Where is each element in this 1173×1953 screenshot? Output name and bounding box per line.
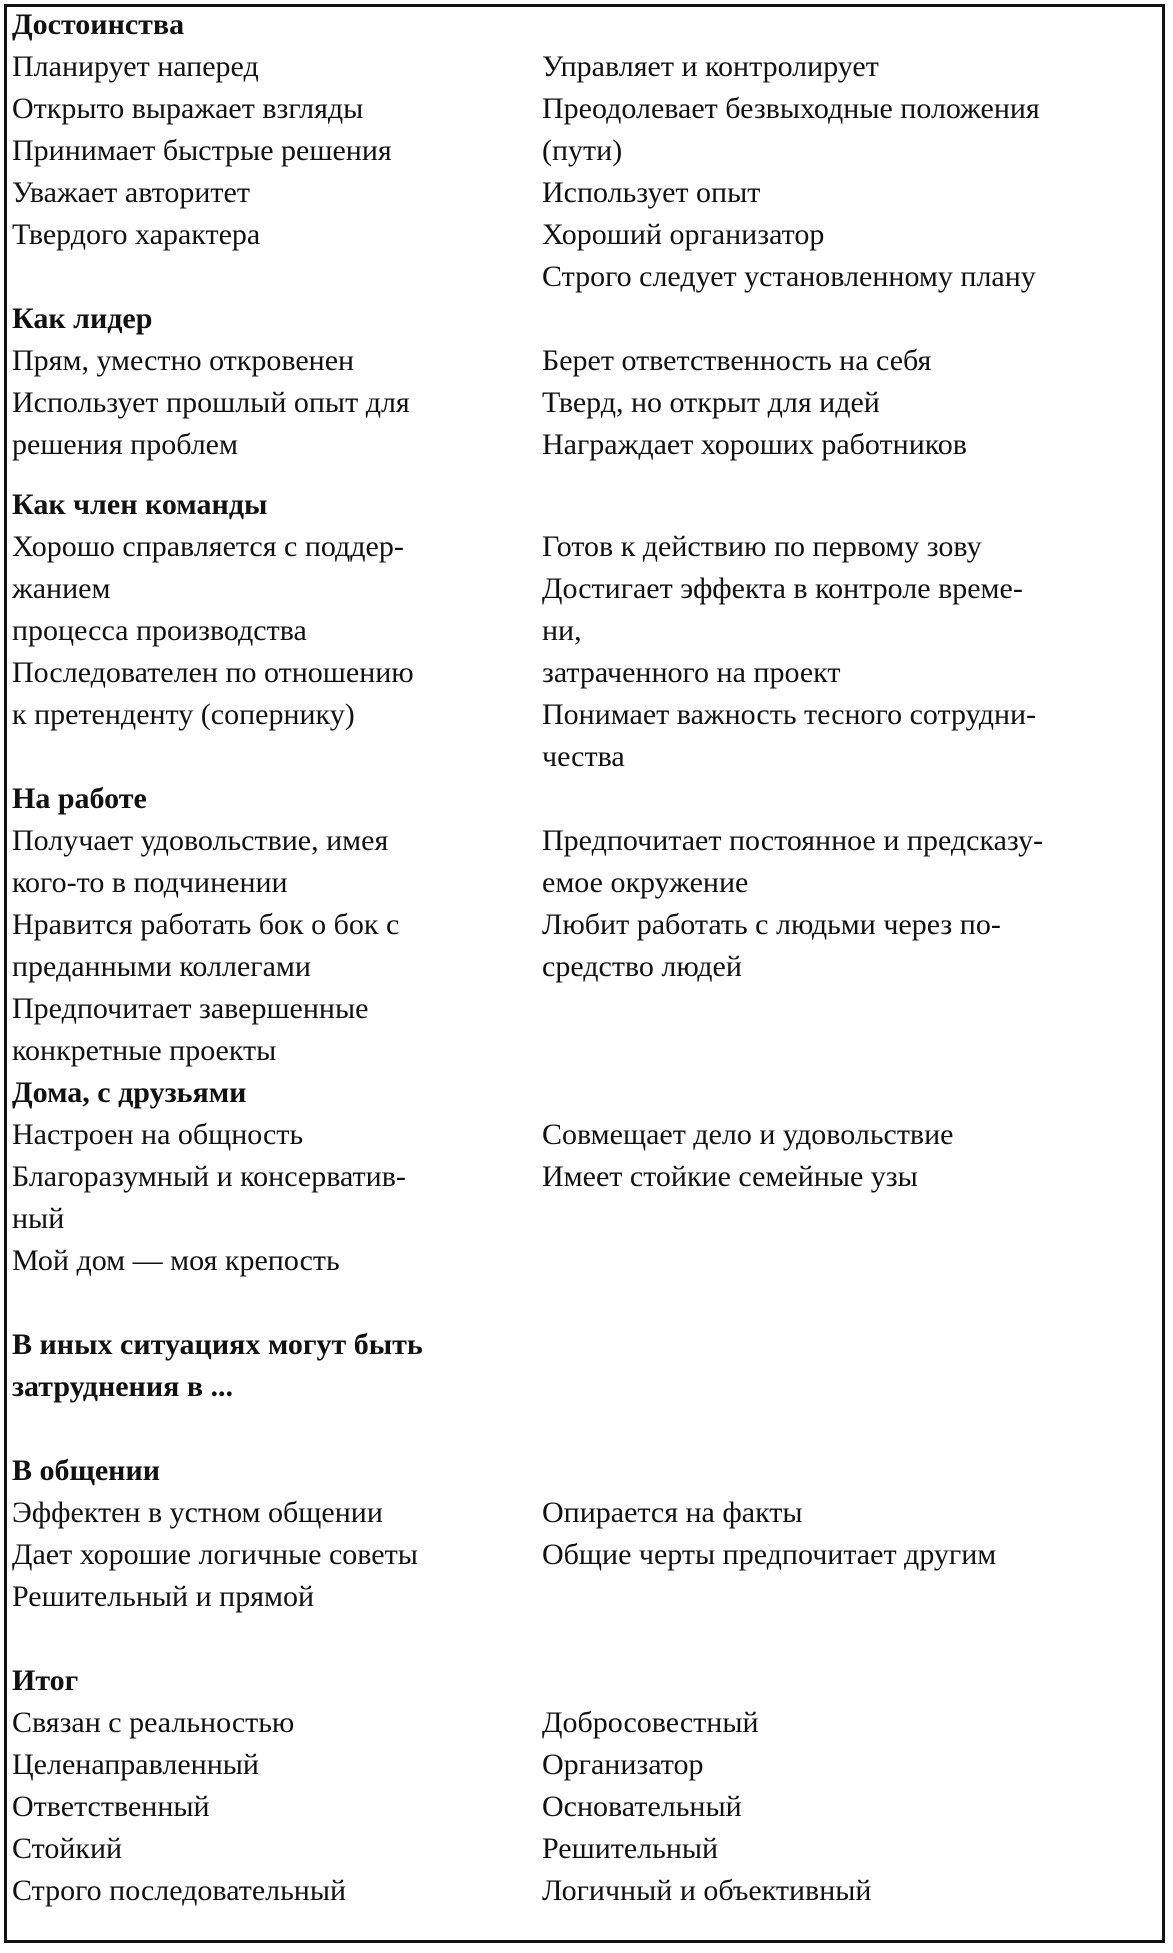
section-heading: На работе [12,782,147,815]
list-item: ный [12,1202,65,1235]
list-item: Дает хорошие логичные советы [12,1538,418,1571]
section-columns [12,526,1162,778]
list-item: Уважает авторитет [12,176,250,209]
list-item: преданными коллегами [12,950,311,983]
list-item: Решительный [542,1832,719,1865]
list-item: Прям, уместно откровенен [12,344,355,377]
list-item: затраченного на проект [542,656,841,689]
list-item: Хорошо справляется с поддер- [12,530,404,563]
list-item: Эффектен в устном общении [12,1496,383,1529]
section-heading: Достоинства [12,8,185,41]
list-item: кого-то в подчинении [12,866,288,899]
list-item: Тверд, но открыт для идей [542,386,880,419]
list-item: Опирается на факты [542,1496,803,1529]
list-item: Решительный и прямой [12,1580,315,1613]
list-item: ни, [542,614,582,647]
list-item: Мой дом — моя крепость [12,1244,340,1277]
list-item: Управляет и контролирует [542,50,879,83]
difficulties-heading-line-2: затруднения в ... [12,1370,234,1403]
section-columns [12,820,1162,1072]
section-columns [12,1702,1162,1912]
list-item: Логичный и объективный [542,1874,872,1907]
list-item: Организатор [542,1748,704,1781]
list-item: емое окружение [542,866,749,899]
list-item: Принимает быстрые решения [12,134,392,167]
section-merits [12,4,1162,298]
right-column [542,1702,1142,1912]
right-column [542,1114,1142,1198]
section-communication [12,1450,1162,1660]
section-summary [12,1660,1162,1912]
list-item: Стойкий [12,1832,123,1865]
list-item: Общие черты предпочитает другим [542,1538,997,1571]
left-column [12,526,542,736]
list-item: Настроен на общность [12,1118,304,1151]
section-heading: В общении [12,1454,161,1487]
list-item: Твердого характера [12,218,261,251]
list-item: Использует прошлый опыт для [12,386,410,419]
list-item: Строго следует установленному плану [542,260,1036,293]
section-team [12,484,1162,778]
list-item: средство людей [542,950,742,983]
right-column [542,526,1142,778]
list-item: процесса производства [12,614,307,647]
spacer [12,1408,1162,1450]
section-columns [12,340,1162,466]
list-item: Награждает хороших работников [542,428,967,461]
left-column [12,1114,542,1282]
right-column [542,820,1142,988]
left-column [12,820,542,1072]
list-item: Преодолевает безвыходные положения [542,92,1040,125]
section-columns [12,1114,1162,1282]
left-column [12,1492,542,1618]
list-item: Благоразумный и консерватив- [12,1160,406,1193]
list-item: Любит работать с людьми через по- [542,908,1001,941]
list-item: Последователен по отношению [12,656,414,689]
list-item: Планирует наперед [12,50,259,83]
section-difficulties [12,1324,1162,1450]
right-column [542,1492,1142,1576]
list-item: решения проблем [12,428,238,461]
section-columns [12,1492,1162,1618]
list-item: Предпочитает постоянное и предсказу- [542,824,1044,857]
list-item: Хороший организатор [542,218,825,251]
list-item: Использует опыт [542,176,761,209]
list-item: Получает удовольствие, имея [12,824,389,857]
list-item: Совмещает дело и удовольствие [542,1118,954,1151]
list-item: Готов к действию по первому зову [542,530,982,563]
section-leader [12,298,1162,484]
right-column [542,340,1142,466]
section-work [12,778,1162,1072]
list-item: Берет ответственность на себя [542,344,932,377]
section-heading: Как лидер [12,302,153,335]
section-heading: Как член команды [12,488,268,521]
section-heading: Итог [12,1664,79,1697]
spacer [12,466,1162,484]
list-item: Нравится работать бок о бок с [12,908,400,941]
section-home [12,1072,1162,1324]
list-item: Целенаправленный [12,1748,259,1781]
list-item: Добросовестный [542,1706,759,1739]
list-item: Основательный [542,1790,742,1823]
list-item: Ответственный [12,1790,210,1823]
left-column [12,46,542,256]
list-item: (пути) [542,134,623,167]
list-item: Строго последовательный [12,1874,347,1907]
list-item: Связан с реальностью [12,1706,295,1739]
list-item: к претенденту (сопернику) [12,698,355,731]
list-item: конкретные проекты [12,1034,277,1067]
document-body [12,4,1162,1912]
list-item: Имеет стойкие семейные узы [542,1160,918,1193]
section-columns [12,46,1162,298]
list-item: чества [542,740,625,773]
list-item: Понимает важность тесного сотрудни- [542,698,1037,731]
spacer [12,1282,1162,1324]
difficulties-heading-line-1: В иных ситуациях могут быть [12,1328,423,1361]
left-column [12,1702,542,1912]
list-item: жанием [12,572,111,605]
list-item: Открыто выражает взгляды [12,92,364,125]
left-column [12,340,542,466]
section-heading: Дома, с друзьями [12,1076,247,1109]
list-item: Достигает эффекта в контроле време- [542,572,1023,605]
right-column [542,46,1142,298]
spacer [12,1618,1162,1660]
list-item: Предпочитает завершенные [12,992,369,1025]
